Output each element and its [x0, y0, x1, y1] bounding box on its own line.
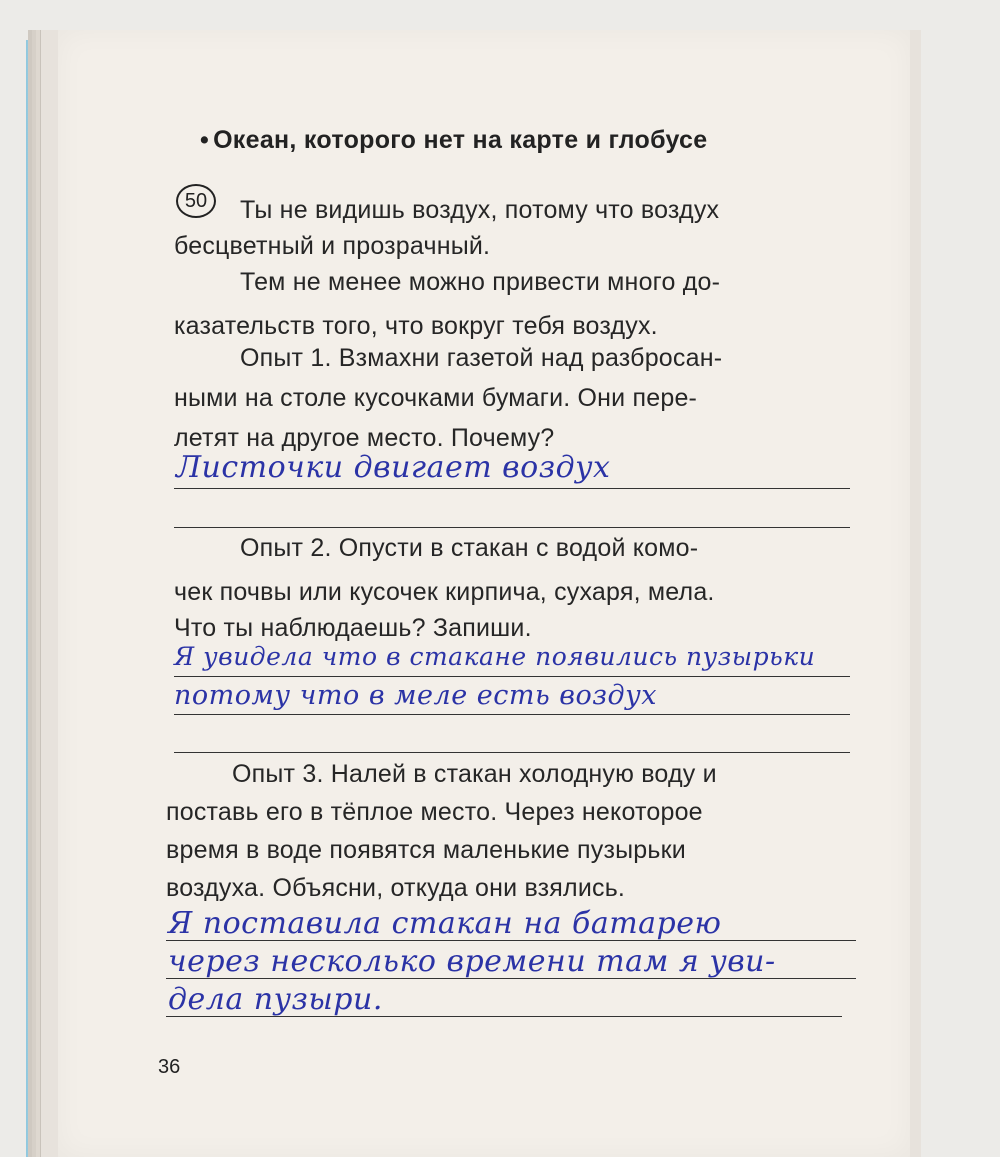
- answer-rule: [174, 527, 850, 528]
- answer-rule: [174, 714, 850, 715]
- answer-rule: [166, 978, 856, 979]
- answer-rule: [174, 752, 850, 753]
- answer3-handwriting: через несколько времени там я уви-: [168, 944, 776, 979]
- intro-line: Тем не менее можно привести много до-: [240, 268, 721, 296]
- answer1-handwriting: Листочки двигает воздух: [176, 450, 611, 485]
- intro-line: Ты не видишь воздух, потому что воздух: [240, 196, 720, 224]
- intro-line: казательств того, что вокруг тебя воздух.: [174, 312, 658, 340]
- experiment2-line: чек почвы или кусочек кирпича, сухаря, мела.: [174, 578, 715, 606]
- answer-rule: [174, 488, 850, 489]
- experiment1-line: ными на столе кусочками бумаги. Они пере-: [174, 384, 698, 412]
- answer-rule: [166, 940, 856, 941]
- page-title: • Океан, которого нет на карте и глобусе: [200, 126, 860, 155]
- experiment3-line: поставь его в тёплое место. Через некоторое: [166, 798, 703, 826]
- task-number-badge: 50: [176, 184, 216, 218]
- answer-rule: [166, 1016, 842, 1017]
- experiment2-line: Опыт 2. Опусти в стакан с водой комо-: [240, 534, 699, 562]
- experiment3-line: время в воде появятся маленькие пузырьки: [166, 836, 686, 864]
- answer2-handwriting: потому что в меле есть воздух: [174, 680, 657, 711]
- experiment1-line: Опыт 1. Взмахни газетой над разбросан-: [240, 344, 723, 372]
- experiment3-line: воздуха. Объясни, откуда они взялись.: [166, 874, 626, 902]
- experiment1-line: летят на другое место. Почему?: [174, 424, 555, 452]
- answer-rule: [174, 676, 850, 677]
- experiment2-line: Что ты наблюдаешь? Запиши.: [174, 614, 532, 642]
- answer2-handwriting: Я увидела что в стакане появились пузырьки: [174, 642, 816, 671]
- answer3-handwriting: дела пузыри.: [168, 982, 383, 1017]
- intro-line: бесцветный и прозрачный.: [174, 232, 491, 260]
- answer3-handwriting: Я поставила стакан на батарею: [168, 906, 722, 941]
- page-number: 36: [158, 1056, 181, 1078]
- experiment3-line: Опыт 3. Налей в стакан холодную воду и: [232, 760, 717, 788]
